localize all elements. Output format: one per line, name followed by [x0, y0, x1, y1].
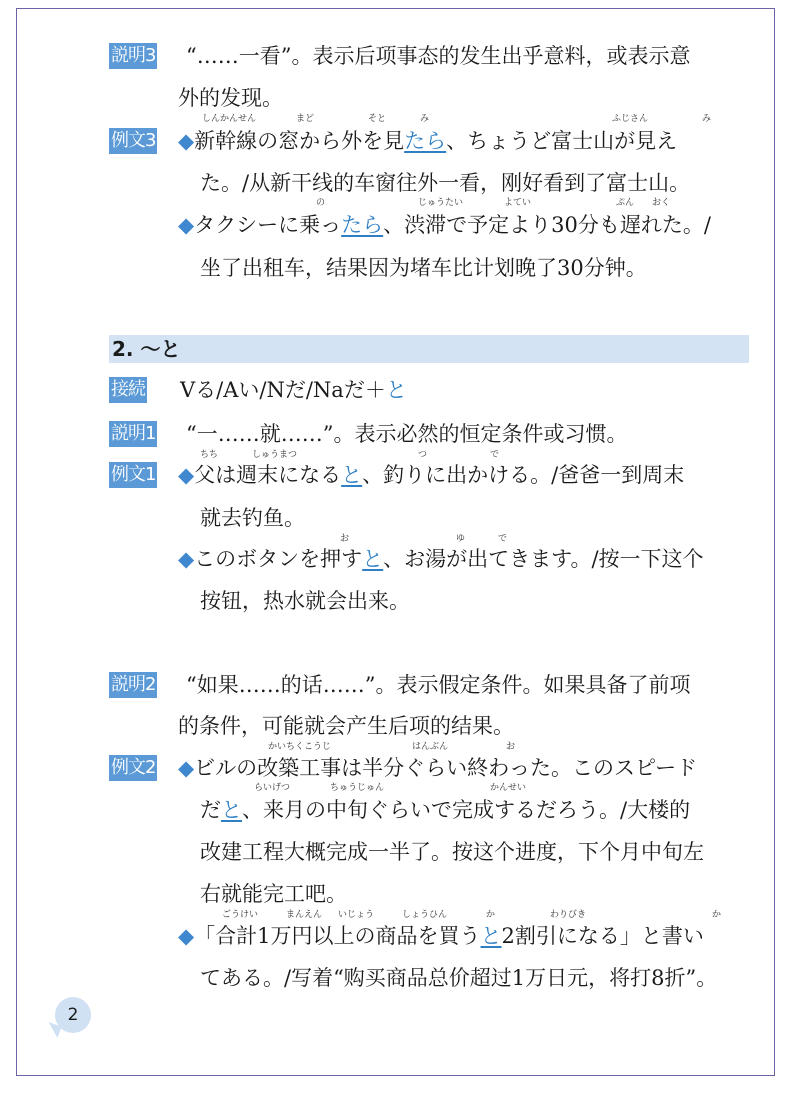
ruby: しょうひん: [402, 910, 448, 920]
ruby: ごうけい: [222, 910, 259, 920]
diamond-bullet-icon: ◆: [178, 213, 195, 237]
example3b-line1: [178, 212, 711, 238]
highlight-grammar: と: [341, 463, 363, 487]
example2b-line1: [178, 923, 704, 949]
page-number: 2: [67, 1005, 79, 1025]
ruby: お: [506, 742, 516, 752]
highlight-grammar: と: [221, 798, 242, 822]
setsumei2-line1: “如果……的话……”。表示假定条件。如果具备了前项: [186, 673, 691, 697]
ruby: まど: [296, 114, 315, 124]
connection-text: Vる/Aい/Nだ/Naだ＋: [180, 378, 386, 402]
setsumei1-line1: “一……就……”。表示必然的恒定条件或习惯。: [186, 422, 628, 446]
example-text: 、渋滞で予定より30分も遅れた。/: [383, 213, 711, 237]
highlight-grammar: と: [385, 378, 407, 402]
ruby: で: [490, 450, 500, 460]
highlight-grammar: たら: [404, 129, 447, 153]
example-text: 、ちょうど富士山が見え: [446, 129, 678, 153]
setsuzoku-line: [180, 377, 407, 403]
diamond-bullet-icon: ◆: [178, 547, 195, 571]
ruby: ふじさん: [612, 114, 649, 124]
ruby: じゅうたい: [418, 198, 464, 208]
example1a-line1: [178, 462, 684, 488]
ruby: み: [420, 114, 430, 124]
ruby: ゆ: [456, 534, 466, 544]
ruby: か: [486, 910, 496, 920]
ruby: か: [712, 910, 722, 920]
ruby: そと: [368, 114, 387, 124]
ruby: つ: [418, 450, 428, 460]
ruby: いじょう: [338, 910, 375, 920]
ruby: ちち: [200, 450, 219, 460]
highlight-grammar: たら: [341, 213, 384, 237]
example-text: 、お湯が出てきます。/按一下这个: [383, 547, 704, 571]
ruby: わりびき: [550, 910, 587, 920]
section-header-bar: [109, 335, 749, 363]
setsumei2-line2: 的条件，可能就会产生后项的结果。: [178, 714, 514, 738]
ruby: ちゅうじゅん: [330, 783, 385, 793]
ruby: み: [702, 114, 712, 124]
example-text: 、釣りに出かける。/爸爸一到周末: [362, 463, 685, 487]
example2a-line2: [200, 797, 690, 823]
reibun2-label: 例文2: [109, 755, 157, 781]
example2a-line4: 右就能完工吧。: [200, 882, 347, 906]
highlight-grammar: と: [362, 547, 384, 571]
page-frame: [16, 8, 775, 1076]
example-text: タクシーに乗っ: [194, 213, 342, 237]
example-text: このボタンを押す: [194, 547, 363, 571]
ruby: しんかんせん: [202, 114, 257, 124]
setsuzoku-label: 接続: [109, 377, 147, 403]
example1b-line1: [178, 546, 704, 572]
example3a-line2: た。/从新干线的车窗往外一看，刚好看到了富士山。: [200, 171, 691, 195]
example3b-line2: 坐了出租车，结果因为堵车比计划晚了30分钟。: [200, 256, 647, 280]
ruby: よてい: [504, 198, 532, 208]
example-text: 、来月の中旬ぐらいで完成するだろう。/大楼的: [242, 798, 691, 822]
ruby: しゅうまつ: [252, 450, 298, 460]
diamond-bullet-icon: ◆: [178, 756, 195, 780]
setsumei3-line2: 外的发现。: [178, 86, 283, 110]
setsumei2-label: 説明2: [109, 672, 157, 698]
ruby: まんえん: [286, 910, 323, 920]
ruby: おく: [652, 198, 671, 208]
ruby: で: [498, 534, 508, 544]
reibun3-label: 例文3: [109, 128, 157, 154]
section-title: 2. ～と: [112, 337, 181, 361]
ruby: お: [340, 534, 350, 544]
example2a-line3: 改建工程大概完成一半了。按这个进度，下个月中旬左: [200, 840, 704, 864]
example-text: 「合計1万円以上の商品を買う: [194, 924, 481, 948]
example1a-line2: 就去钓鱼。: [200, 506, 305, 530]
setsumei1-label: 説明1: [109, 421, 157, 447]
ruby: かいちくこうじ: [268, 742, 332, 752]
diamond-bullet-icon: ◆: [178, 924, 195, 948]
ruby: はんぶん: [412, 742, 449, 752]
example2a-line1: [178, 755, 697, 781]
example2b-line2: てある。/写着“购买商品总价超过1万日元，将打8折”。: [200, 966, 718, 990]
example1b-line2: 按钮，热水就会出来。: [200, 589, 410, 613]
ruby: の: [316, 198, 326, 208]
example-text: 新幹線の窓から外を見: [194, 129, 405, 153]
diamond-bullet-icon: ◆: [178, 129, 195, 153]
example-text: だ: [200, 798, 221, 822]
reibun1-label: 例文1: [109, 462, 157, 488]
ruby: ぷん: [616, 198, 635, 208]
example-text: 2割引になる」と書い: [501, 924, 704, 948]
ruby: らいげつ: [254, 783, 291, 793]
ruby: かんせい: [490, 783, 527, 793]
example3a-line1: [178, 128, 677, 154]
setsumei3-label: 説明3: [109, 43, 157, 69]
setsumei3-line1: “……一看”。表示后项事态的发生出乎意料，或表示意: [186, 44, 691, 68]
highlight-grammar: と: [480, 924, 502, 948]
diamond-bullet-icon: ◆: [178, 463, 195, 487]
example-text: ビルの改築工事は半分ぐらい終わった。このスピード: [194, 756, 698, 780]
example-text: 父は週末になる: [194, 463, 342, 487]
